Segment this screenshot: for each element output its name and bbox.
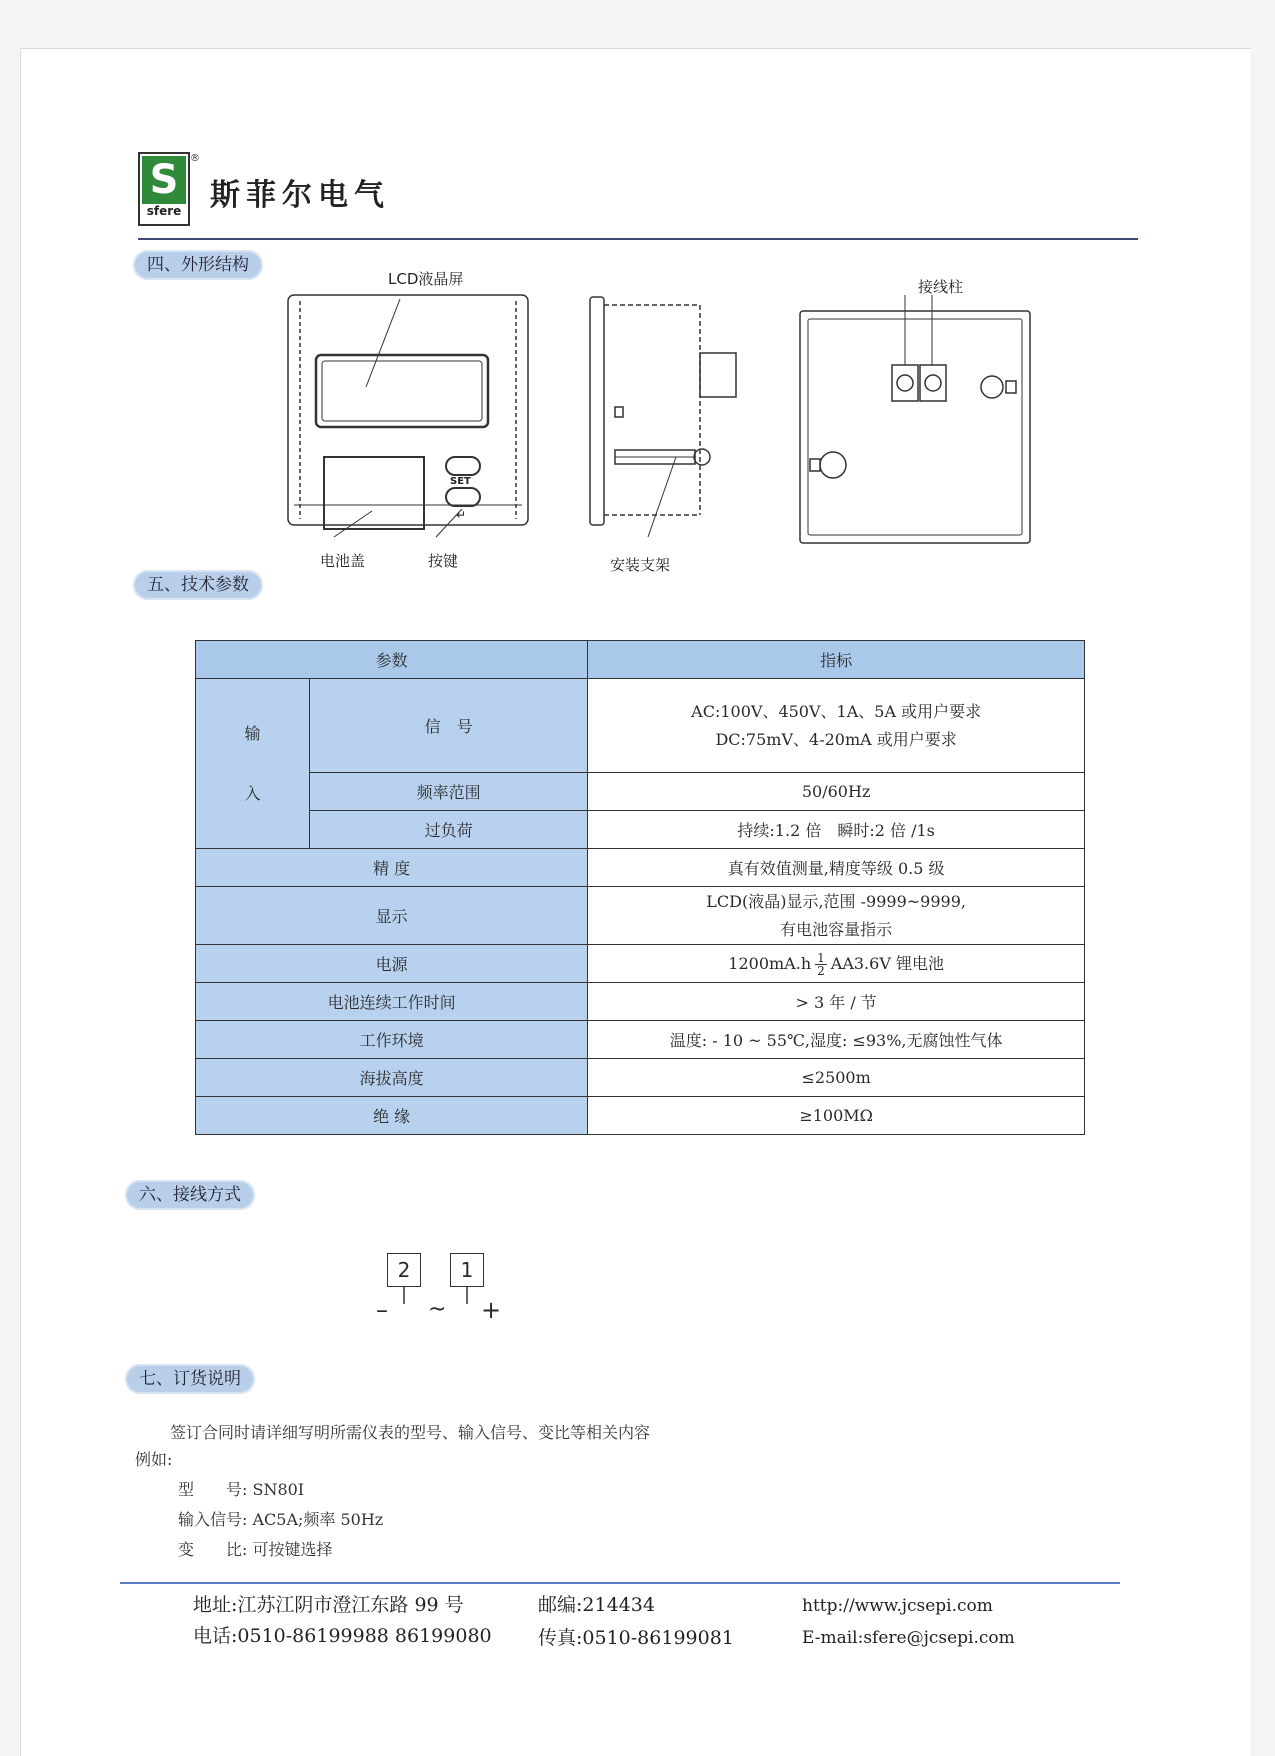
side-view — [590, 297, 736, 537]
freq-label: 频率范围 — [310, 773, 588, 811]
power-fraction — [815, 952, 827, 977]
footer-website: http://www.jcsepi.com — [802, 1596, 993, 1616]
battery-life-label: 电池连续工作时间 — [196, 983, 588, 1021]
brand-name: 斯菲尔电气 — [210, 178, 390, 213]
back-view — [800, 295, 1030, 543]
company-logo — [138, 152, 190, 226]
wiring-plus: + — [481, 1296, 502, 1324]
terminal-1-box: 1 — [450, 1253, 484, 1287]
section-wiring: 六、接线方式 — [125, 1180, 255, 1210]
signal-dc: DC:75mV、4-20mA 或用户要求 — [715, 729, 957, 749]
lcd-label: LCD液晶屏 — [388, 270, 464, 288]
section-tech-params: 五、技术参数 — [133, 570, 263, 600]
ordering-input-signal: 输入信号: AC5A;频率 50Hz — [178, 1510, 384, 1529]
lcd-screen — [316, 355, 488, 427]
battery-cover-label: 电池盖 — [320, 552, 366, 570]
enter-arrow-glyph: ↵ — [456, 508, 467, 522]
appearance-figures — [280, 275, 1040, 575]
registered-mark: ® — [190, 153, 200, 164]
overload-label: 过负荷 — [310, 811, 588, 849]
power-frac-num: 1 — [817, 950, 825, 965]
logo-text: sfere — [146, 204, 182, 218]
battery-cover — [324, 457, 424, 529]
power-label: 电源 — [196, 945, 588, 983]
terminal-2-box: 2 — [387, 1253, 421, 1287]
footer-divider — [120, 1582, 1120, 1584]
power-frac-den: 2 — [817, 963, 825, 978]
footer-fax: 传真:0510-86199081 — [538, 1627, 734, 1649]
input-group-cell — [196, 679, 310, 849]
keys-label: 按键 — [428, 552, 459, 570]
terminal-2 — [920, 365, 946, 401]
altitude-value: ≤2500m — [588, 1059, 1085, 1097]
input-group-char-2: 入 — [244, 783, 261, 803]
input-group-char-1: 输 — [244, 723, 261, 743]
footer-email: E-mail:sfere@jcsepi.com — [802, 1628, 1015, 1648]
signal-ac: AC:100V、450V、1A、5A 或用户要求 — [691, 701, 982, 721]
section-ordering: 七、订货说明 — [125, 1364, 255, 1394]
ordering-model: 型 号: SN80I — [178, 1480, 305, 1499]
header-divider — [138, 238, 1138, 240]
power-value — [588, 945, 1085, 983]
terminal-1 — [892, 365, 918, 401]
set-label-svg: SET — [450, 476, 471, 487]
freq-value: 50/60Hz — [588, 773, 1085, 811]
accuracy-value: 真有效值测量,精度等级 0.5 级 — [588, 849, 1085, 887]
section-appearance: 四、外形结构 — [133, 250, 263, 280]
spec-table — [195, 640, 1085, 1135]
display-value-line-2: 有电池容量指示 — [780, 919, 893, 939]
mount-bracket-label: 安装支架 — [610, 556, 671, 574]
ordering-example: 例如: — [135, 1450, 173, 1469]
footer-postcode: 邮编:214434 — [538, 1594, 655, 1616]
logo-letter: S — [142, 156, 186, 204]
terminal-label: 接线柱 — [918, 278, 964, 296]
insulation-label: 绝 缘 — [196, 1097, 588, 1135]
accuracy-label: 精 度 — [196, 849, 588, 887]
env-label: 工作环境 — [196, 1021, 588, 1059]
power-value-post: AA3.6V 锂电池 — [830, 953, 944, 973]
power-value-pre: 1200mA.h — [728, 953, 812, 973]
ordering-intro: 签订合同时请详细写明所需仪表的型号、输入信号、变比等相关内容 — [170, 1423, 651, 1442]
env-value: 温度: - 10 ~ 55℃,湿度: ≤93%,无腐蚀性气体 — [588, 1021, 1085, 1059]
front-view — [288, 295, 528, 537]
wiring-tilde: ~ — [428, 1297, 447, 1322]
display-value — [588, 887, 1085, 945]
key-up — [446, 457, 480, 475]
signal-value — [588, 679, 1085, 773]
footer-phone: 电话:0510-86199988 86199080 — [193, 1625, 492, 1647]
display-label: 显示 — [196, 887, 588, 945]
table-header-param: 参数 — [196, 641, 588, 679]
display-value-line-1: LCD(液晶)显示,范围 -9999~9999, — [706, 891, 966, 911]
key-set — [446, 488, 480, 506]
overload-value: 持续:1.2 倍 瞬时:2 倍 /1s — [588, 811, 1085, 849]
table-header-index: 指标 — [588, 641, 1085, 679]
battery-life-value: > 3 年 / 节 — [588, 983, 1085, 1021]
footer-address: 地址:江苏江阴市澄江东路 99 号 — [193, 1594, 464, 1616]
altitude-label: 海拔高度 — [196, 1059, 588, 1097]
wiring-minus: – — [376, 1296, 388, 1324]
signal-label: 信 号 — [310, 679, 588, 773]
ordering-ratio: 变 比: 可按键选择 — [178, 1540, 333, 1559]
insulation-value: ≥100MΩ — [588, 1097, 1085, 1135]
